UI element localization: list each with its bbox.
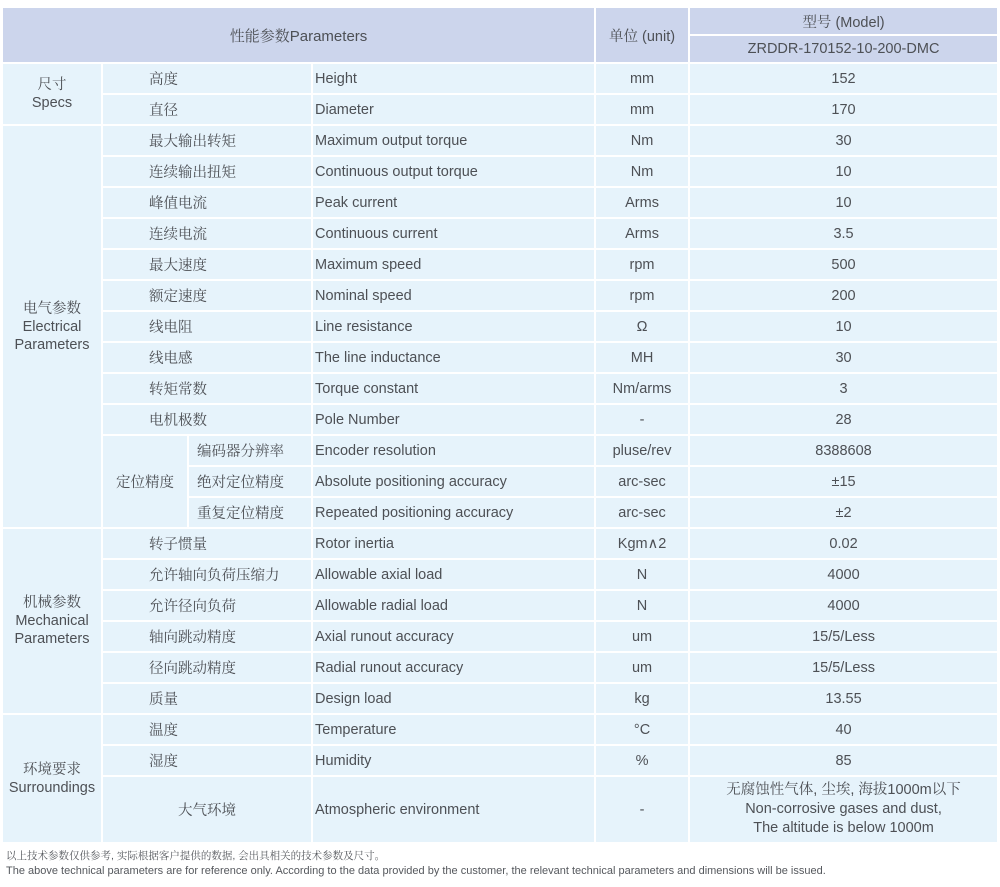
- section-label-line: Parameters: [14, 631, 90, 647]
- unit-cell: arc-sec: [596, 498, 688, 527]
- unit-cell: Nm: [596, 126, 688, 155]
- param-name-cn: 线电感: [103, 343, 311, 372]
- param-name-cn: 允许径向负荷: [103, 591, 311, 620]
- param-name-en: Pole Number: [313, 405, 594, 434]
- table-row: [3, 405, 997, 434]
- value-cell: 3.5: [690, 219, 997, 248]
- unit-cell: Ω: [596, 312, 688, 341]
- model-header: 型号 (Model): [690, 8, 997, 34]
- param-name-cn: 转矩常数: [103, 374, 311, 403]
- value-line: 无腐蚀性气体, 尘埃, 海拔1000m以下: [726, 782, 961, 798]
- param-name-cn: 最大输出转矩: [103, 126, 311, 155]
- unit-cell: rpm: [596, 250, 688, 279]
- table-row: [3, 188, 997, 217]
- param-name-en: Allowable axial load: [313, 560, 594, 589]
- table-row: [3, 343, 997, 372]
- section-label-line: Surroundings: [8, 779, 96, 796]
- table-row: [3, 281, 997, 310]
- value-cell: 30: [690, 343, 997, 372]
- unit-cell: MH: [596, 343, 688, 372]
- section-label: [3, 64, 101, 124]
- value-cell: 500: [690, 250, 997, 279]
- table-row: [3, 529, 997, 558]
- group-label: 定位精度: [103, 436, 187, 527]
- unit-cell: Arms: [596, 219, 688, 248]
- param-name-cn: 编码器分辨率: [189, 436, 311, 465]
- param-name-cn: 峰值电流: [103, 188, 311, 217]
- table-row: [3, 157, 997, 186]
- table-row: [3, 622, 997, 651]
- value-cell: 30: [690, 126, 997, 155]
- param-name-cn: 线电阻: [103, 312, 311, 341]
- value-line: Non-corrosive gases and dust,: [745, 801, 942, 817]
- value-cell: 15/5/Less: [690, 622, 997, 651]
- value-cell: 10: [690, 188, 997, 217]
- unit-cell: pluse/rev: [596, 436, 688, 465]
- unit-cell: rpm: [596, 281, 688, 310]
- spec-table: [1, 6, 999, 844]
- param-name-en: Repeated positioning accuracy: [313, 498, 594, 527]
- value-cell: 10: [690, 312, 997, 341]
- value-cell: 13.55: [690, 684, 997, 713]
- section-label-line: Mechanical: [15, 613, 89, 629]
- param-name-cn: 电机极数: [103, 405, 311, 434]
- section-label-line: 尺寸: [37, 77, 67, 93]
- param-name-en: Encoder resolution: [313, 436, 594, 465]
- param-name-en: Nominal speed: [313, 281, 594, 310]
- section-label-line: Parameters: [14, 336, 90, 353]
- param-name-cn: 温度: [103, 715, 311, 744]
- table-row: [3, 746, 997, 775]
- table-row: [3, 312, 997, 341]
- value-cell: 10: [690, 157, 997, 186]
- unit-cell: -: [596, 777, 688, 842]
- value-cell: 8388608: [690, 436, 997, 465]
- unit-cell: mm: [596, 95, 688, 124]
- unit-cell: mm: [596, 64, 688, 93]
- table-row: [3, 591, 997, 620]
- unit-cell: %: [596, 746, 688, 775]
- unit-cell: Nm: [596, 157, 688, 186]
- parameters-header: 性能参数Parameters: [3, 8, 594, 62]
- section-label-line: 环境要求: [23, 761, 81, 778]
- table-row: [3, 219, 997, 248]
- param-name-cn: 连续电流: [103, 219, 311, 248]
- unit-cell: kg: [596, 684, 688, 713]
- value-cell: [690, 777, 997, 842]
- param-name-en: Axial runout accuracy: [313, 622, 594, 651]
- value-cell: 28: [690, 405, 997, 434]
- footer-note-en: The above technical parameters are for reference only. According to the data provided by the customer, the relevant technical parameters and dimensions will be issued.: [6, 865, 826, 877]
- param-name-en: Continuous current: [313, 219, 594, 248]
- table-row: [3, 436, 997, 465]
- param-name-cn: 绝对定位精度: [189, 467, 311, 496]
- param-name-en: Maximum output torque: [313, 126, 594, 155]
- param-name-cn: 湿度: [103, 746, 311, 775]
- param-name-cn: 重复定位精度: [189, 498, 311, 527]
- unit-header: 单位 (unit): [596, 8, 688, 62]
- param-name-en: Torque constant: [313, 374, 594, 403]
- param-name-en: Temperature: [313, 715, 594, 744]
- table-row: [3, 95, 997, 124]
- table-row: [3, 684, 997, 713]
- value-cell: 4000: [690, 591, 997, 620]
- table-row: [3, 374, 997, 403]
- unit-cell: um: [596, 653, 688, 682]
- param-name-cn: 最大速度: [103, 250, 311, 279]
- value-cell: 15/5/Less: [690, 653, 997, 682]
- table-row: [3, 64, 997, 93]
- value-cell: 85: [690, 746, 997, 775]
- table-row: [3, 560, 997, 589]
- unit-cell: N: [596, 560, 688, 589]
- table-row: [3, 653, 997, 682]
- header-row-1: [3, 8, 997, 34]
- param-name-en: Design load: [313, 684, 594, 713]
- param-name-en: Radial runout accuracy: [313, 653, 594, 682]
- section-label-line: 机械参数: [23, 595, 81, 611]
- param-name-en: The line inductance: [313, 343, 594, 372]
- param-name-en: Humidity: [313, 746, 594, 775]
- param-name-cn: 连续输出扭矩: [103, 157, 311, 186]
- param-name-cn: 轴向跳动精度: [103, 622, 311, 651]
- value-cell: 0.02: [690, 529, 997, 558]
- unit-cell: -: [596, 405, 688, 434]
- param-name-cn: 额定速度: [103, 281, 311, 310]
- table-row: [3, 250, 997, 279]
- section-label: [3, 715, 101, 842]
- param-name-cn: 允许轴向负荷压缩力: [103, 560, 311, 589]
- param-name-en: Rotor inertia: [313, 529, 594, 558]
- param-name-cn: 转子惯量: [103, 529, 311, 558]
- value-cell: 200: [690, 281, 997, 310]
- value-cell: 40: [690, 715, 997, 744]
- footer-notes: [6, 849, 1000, 879]
- param-name-en: Diameter: [313, 95, 594, 124]
- param-name-en: Peak current: [313, 188, 594, 217]
- unit-cell: °C: [596, 715, 688, 744]
- param-name-en: Continuous output torque: [313, 157, 594, 186]
- footer-note-cn: 以上技术参数仅供参考, 实际根据客户提供的数据, 会出具相关的技术参数及尺寸。: [6, 850, 386, 862]
- table-row: [3, 777, 997, 842]
- value-cell: ±15: [690, 467, 997, 496]
- value-cell: ±2: [690, 498, 997, 527]
- unit-cell: N: [596, 591, 688, 620]
- param-name-cn: 直径: [103, 95, 311, 124]
- param-name-en: Allowable radial load: [313, 591, 594, 620]
- table-row: [3, 715, 997, 744]
- unit-cell: um: [596, 622, 688, 651]
- value-cell: 170: [690, 95, 997, 124]
- value-cell: 3: [690, 374, 997, 403]
- param-name-en: Line resistance: [313, 312, 594, 341]
- unit-cell: Nm/arms: [596, 374, 688, 403]
- param-name-cn: 大气环境: [103, 777, 311, 842]
- value-cell: 152: [690, 64, 997, 93]
- unit-cell: Kgm∧2: [596, 529, 688, 558]
- model-value: ZRDDR-170152-10-200-DMC: [690, 36, 997, 62]
- param-name-cn: 质量: [103, 684, 311, 713]
- param-name-en: Maximum speed: [313, 250, 594, 279]
- unit-cell: Arms: [596, 188, 688, 217]
- section-label-line: Specs: [31, 95, 73, 111]
- section-label-line: 电气参数: [23, 300, 81, 317]
- section-label-line: Electrical: [22, 318, 82, 335]
- param-name-cn: 高度: [103, 64, 311, 93]
- spec-table-body: [3, 8, 997, 842]
- param-name-en: Height: [313, 64, 594, 93]
- section-label: [3, 529, 101, 713]
- unit-cell: arc-sec: [596, 467, 688, 496]
- param-name-cn: 径向跳动精度: [103, 653, 311, 682]
- param-name-en: Atmospheric environment: [313, 777, 594, 842]
- param-name-en: Absolute positioning accuracy: [313, 467, 594, 496]
- value-line: The altitude is below 1000m: [753, 820, 934, 836]
- value-cell: 4000: [690, 560, 997, 589]
- table-row: [3, 126, 997, 155]
- section-label: [3, 126, 101, 527]
